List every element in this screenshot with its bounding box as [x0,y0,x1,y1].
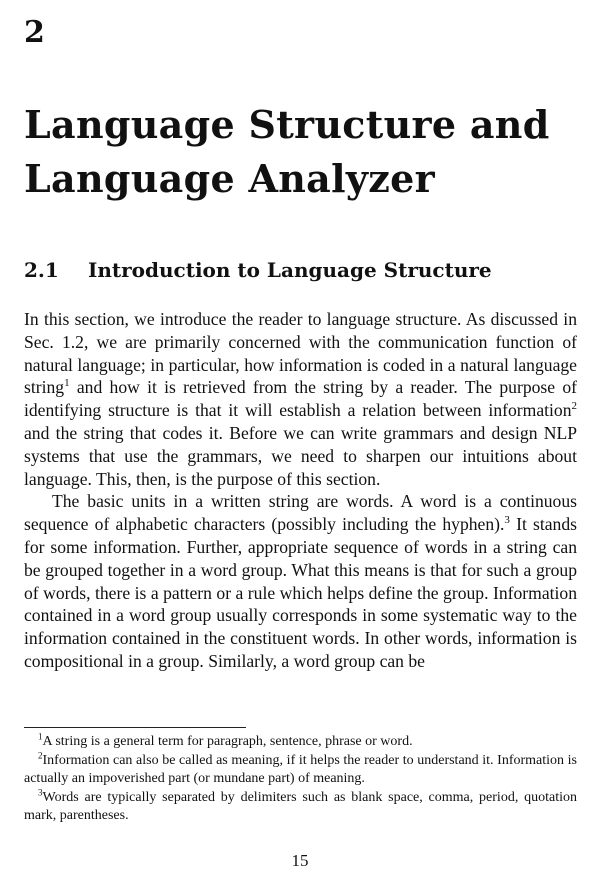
section-number: 2.1 [24,258,59,282]
footnote-3 [24,789,577,826]
paragraph-1 [24,308,577,490]
footnote-text-2: Information can also be called as meaning, if it helps the reader to understand it. Information is actually an impoverished part (or mundane part) of meaning. [24,752,577,787]
footnote-ref-2: 2 [571,400,577,413]
section-title: Introduction to Language Structure [88,258,492,282]
footnote-mark-3: 3 [38,787,43,798]
paragraph-2 [24,490,577,672]
page-number: 15 [291,851,309,870]
footnote-ref-1: 1 [64,377,70,390]
footnote-text-1: A string is a general term for paragraph, sentence, phrase or word. [42,734,413,749]
footnote-mark-2: 2 [38,749,43,760]
footnote-divider [24,727,246,728]
footnote-mark-1: 1 [38,731,43,742]
paragraph-1-text-a: In this section, we introduce the reader to language structure. As discussed in Sec. 1.2, we are primarily concerned with the communication function of natural language; in particular, how information is coded in a natural language string [24,309,577,398]
paragraph-1-text-b: and how it is retrieved from the string by a reader. The purpose of identifying structure is that it will establish a relation between information [24,377,577,421]
footnote-ref-3: 3 [504,514,510,527]
chapter-number: 2 [24,15,45,50]
body-text [24,308,577,673]
paragraph-1-text-c: and the string that codes it. Before we can write grammars and design NLP systems that use the grammars, we need to sharpen our intuitions about language. This, then, is the purpose of this section. [24,422,577,489]
chapter-title-line2: Language Analyzer [24,156,435,201]
footnote-1 [24,733,577,752]
footnotes [24,733,577,826]
footnote-2 [24,749,577,789]
paragraph-2-text-a: The basic units in a written string are words. A word is a continuous sequence of alphabetic characters (possibly including the hyphen). [24,491,577,535]
chapter-title [24,98,550,206]
chapter-title-line1: Language Structure and [24,102,550,147]
footnote-text-3: Words are typically separated by delimiters such as blank space, comma, period, quotation mark, parentheses. [24,789,577,824]
paragraph-2-text-b: It stands for some information. Further, appropriate sequence of words in a string can be grouped together in a word group. What this means is that for such a group of words, there is a pattern or a rule which helps define the group. Information contained in a word group usually corresponds in some systematic way to the information contained in the constituent words. In other words, information is compositional in a group. Similarly, a word group can be [24,514,577,671]
section-heading [24,255,492,285]
